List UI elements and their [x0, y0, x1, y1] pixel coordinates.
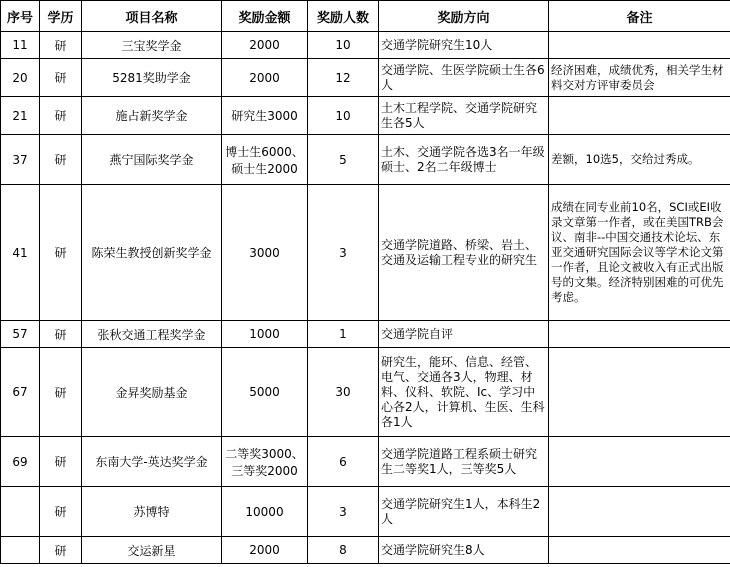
cell-name: 燕宁国际奖学金 — [82, 135, 222, 185]
cell-amount: 2000 — [222, 537, 308, 564]
cell-count: 30 — [308, 348, 379, 437]
cell-name: 东南大学-英达奖学金 — [82, 437, 222, 487]
cell-name: 苏博特 — [82, 487, 222, 537]
cell-direction: 交通学院道路、桥梁、岩土、交通及运输工程专业的研究生 — [379, 185, 549, 321]
cell-count: 10 — [308, 32, 379, 59]
cell-level: 研 — [40, 321, 82, 348]
cell-count: 12 — [308, 59, 379, 97]
cell-no: 67 — [1, 348, 40, 437]
cell-name: 金昇奖励基金 — [82, 348, 222, 437]
header-level: 学历 — [40, 1, 82, 32]
cell-name: 5281奖助学金 — [82, 59, 222, 97]
header-no: 序号 — [1, 1, 40, 32]
cell-no: 11 — [1, 32, 40, 59]
cell-remark — [549, 321, 730, 348]
cell-amount: 1000 — [222, 321, 308, 348]
table-row — [1, 348, 730, 437]
cell-level: 研 — [40, 185, 82, 321]
cell-level: 研 — [40, 537, 82, 564]
cell-amount: 二等奖3000、三等奖2000 — [222, 437, 308, 487]
cell-direction: 交通学院道路工程系硕士研究生二等奖1人，三等奖5人 — [379, 437, 549, 487]
header-count: 奖励人数 — [308, 1, 379, 32]
cell-amount: 5000 — [222, 348, 308, 437]
cell-amount: 研究生3000 — [222, 97, 308, 135]
cell-direction: 交通学院研究生10人 — [379, 32, 549, 59]
cell-name: 施占新奖学金 — [82, 97, 222, 135]
table-row — [1, 487, 730, 537]
cell-no — [1, 537, 40, 564]
cell-no: 41 — [1, 185, 40, 321]
cell-count: 6 — [308, 437, 379, 487]
table-row — [1, 59, 730, 97]
header-amount: 奖励金额 — [222, 1, 308, 32]
cell-amount: 10000 — [222, 487, 308, 537]
cell-no: 37 — [1, 135, 40, 185]
header-remark: 备注 — [549, 1, 730, 32]
table-row — [1, 321, 730, 348]
cell-direction: 交通学院自评 — [379, 321, 549, 348]
cell-no: 69 — [1, 437, 40, 487]
cell-remark: 经济困难，成绩优秀，相关学生材料交对方评审委员会 — [549, 59, 730, 97]
cell-name: 交运新星 — [82, 537, 222, 564]
cell-count: 8 — [308, 537, 379, 564]
cell-remark — [549, 537, 730, 564]
cell-amount: 2000 — [222, 32, 308, 59]
cell-count: 3 — [308, 185, 379, 321]
cell-remark — [549, 487, 730, 537]
cell-amount: 2000 — [222, 59, 308, 97]
cell-no: 20 — [1, 59, 40, 97]
cell-direction: 交通学院研究生1人，本科生2人 — [379, 487, 549, 537]
cell-level: 研 — [40, 437, 82, 487]
table-row — [1, 32, 730, 59]
cell-level: 研 — [40, 135, 82, 185]
cell-count: 3 — [308, 487, 379, 537]
cell-remark: 成绩在同专业前10名，SCI或EI收录文章第一作者，或在美国TRB会议、南非--中国交通技术论坛、东亚交通研究国际会议等学术论文第一作者，且论文被收入有正式出版号的文集。经济特别困难的可优先考虑。 — [549, 185, 730, 321]
cell-no — [1, 487, 40, 537]
cell-name: 三宝奖学金 — [82, 32, 222, 59]
cell-level: 研 — [40, 348, 82, 437]
cell-name: 张秋交通工程奖学金 — [82, 321, 222, 348]
cell-level: 研 — [40, 32, 82, 59]
cell-no: 57 — [1, 321, 40, 348]
cell-count: 5 — [308, 135, 379, 185]
cell-remark — [549, 348, 730, 437]
cell-count: 1 — [308, 321, 379, 348]
cell-remark: 差额，10选5，交给过秀成。 — [549, 135, 730, 185]
cell-direction: 交通学院、生医学院硕士生各6人 — [379, 59, 549, 97]
cell-remark — [549, 32, 730, 59]
cell-level: 研 — [40, 97, 82, 135]
table-row — [1, 437, 730, 487]
cell-amount: 3000 — [222, 185, 308, 321]
cell-remark — [549, 97, 730, 135]
cell-amount: 博士生6000、硕士生2000 — [222, 135, 308, 185]
header-direction: 奖励方向 — [379, 1, 549, 32]
table-row — [1, 135, 730, 185]
table-row — [1, 537, 730, 564]
cell-no: 21 — [1, 97, 40, 135]
cell-direction: 土木工程学院、交通学院研究生各5人 — [379, 97, 549, 135]
cell-direction: 研究生，能环、信息、经管、电气、交通各3人，物理、材料、仪科、软院、Ic、学习中心各2人，计算机、生医、生科各1人 — [379, 348, 549, 437]
table-row — [1, 185, 730, 321]
table-row — [1, 97, 730, 135]
cell-level: 研 — [40, 487, 82, 537]
cell-level: 研 — [40, 59, 82, 97]
header-row — [1, 1, 730, 32]
header-name: 项目名称 — [82, 1, 222, 32]
cell-remark — [549, 437, 730, 487]
cell-direction: 土木、交通学院各选3名一年级硕士、2名二年级博士 — [379, 135, 549, 185]
cell-name: 陈荣生教授创新奖学金 — [82, 185, 222, 321]
cell-count: 10 — [308, 97, 379, 135]
cell-direction: 交通学院研究生8人 — [379, 537, 549, 564]
